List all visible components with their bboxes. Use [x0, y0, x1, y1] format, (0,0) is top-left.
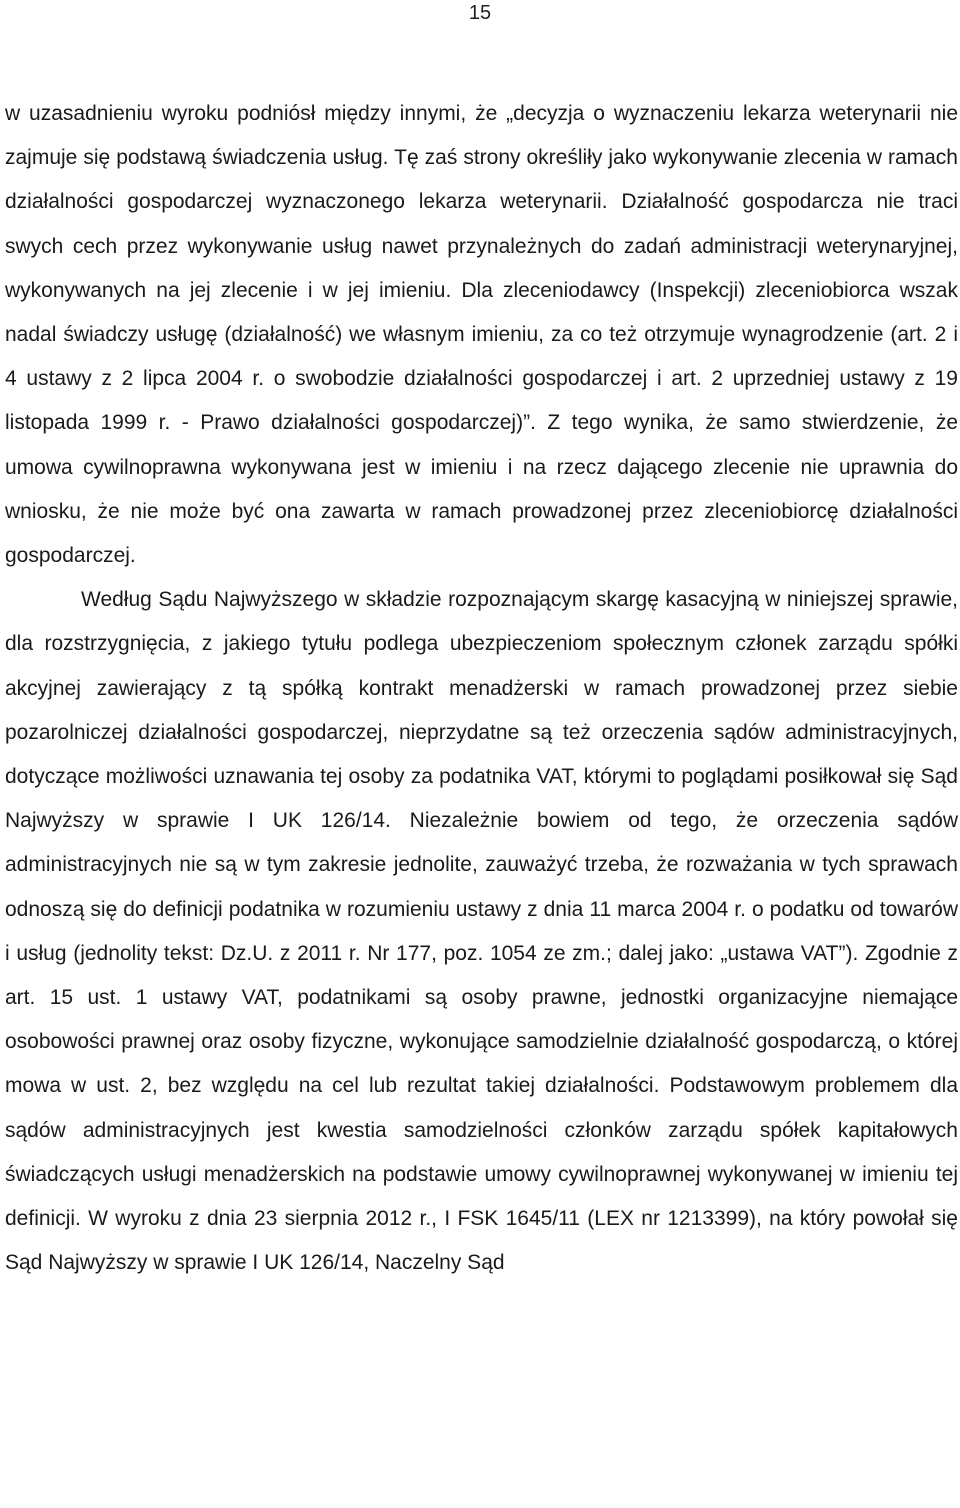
paragraph: w uzasadnieniu wyroku podniósł między innymi, że „decyzja o wyznaczeniu lekarza weterynarii nie zajmuje się podstawą świadczenia usług. Tę zaś strony określiły jako wykonywanie zlecenia w ramach działalności gospodarczej wyznaczonego lekarza weterynarii. Działalność gospodarcza nie traci swych cech przez wykonywanie usług nawet przynależnych do zadań administracji weterynaryjnej, wykonywanych na jej zlecenie i w jej imieniu. Dla zleceniodawcy (Inspekcji) zleceniobiorca wszak nadal świadczy usługę (działalność) we własnym imieniu, za co też otrzymuje wynagrodzenie (art. 2 i 4 ustawy z 2 lipca 2004 r. o swobodzie działalności gospodarczej i art. 2 uprzedniej ustawy z 19 listopada 1999 r. - Prawo działalności gospodarczej)”. Z tego wynika, że samo stwierdzenie, że umowa cywilnoprawna wykonywana jest w imieniu i na rzecz dającego zlecenie nie uprawnia do wniosku, że nie może być ona zawarta w ramach prowadzonej przez zleceniobiorcę działalności gospodarczej. — [5, 102, 958, 568]
paragraph: Według Sądu Najwyższego w składzie rozpoznającym skargę kasacyjną w niniejszej sprawie, dla rozstrzygnięcia, z jakiego tytułu podlega ubezpieczeniom społecznym członek zarządu spółki akcyjnej zawierający z tą spółką kontrakt menadżerski w ramach prowadzonej przez siebie pozarolniczej działalności gospodarczej, nieprzydatne są też orzeczenia sądów administracyjnych, dotyczące możliwości uznawania tej osoby za podatnika VAT, którymi to poglądami posiłkował się Sąd Najwyższy w sprawie I UK 126/14. Niezależnie bowiem od tego, że orzeczenia sądów administracyjnych nie są w tym zakresie jednolite, zauważyć trzeba, że rozważania w tych sprawach odnoszą się do definicji podatnika w rozumieniu ustawy z dnia 11 marca 2004 r. o podatku od towarów i usług (jednolity tekst: Dz.U. z 2011 r. Nr 177, poz. 1054 ze zm.; dalej jako: „ustawa VAT”). Zgodnie z art. 15 ust. 1 ustawy VAT, podatnikami są osoby prawne, jednostki organizacyjne niemające osobowości prawnej oraz osoby fizyczne, wykonujące samodzielnie działalność gospodarczą, o której mowa w ust. 2, bez względu na cel lub rezultat takiej działalności. Podstawowym problemem dla sądów administracyjnych jest kwestia samodzielności członków zarządu spółek kapitałowych świadczących usługi menadżerskich na podstawie umowy cywilnoprawnej wykonywanej w imieniu tej definicji. W wyroku z dnia 23 sierpnia 2012 r., I FSK 1645/11 (LEX nr 1213399), na który powołał się Sąd Najwyższy w sprawie I UK 126/14, Naczelny Sąd — [5, 588, 958, 1275]
document-body — [5, 92, 958, 1285]
page-number: 15 — [468, 2, 492, 24]
